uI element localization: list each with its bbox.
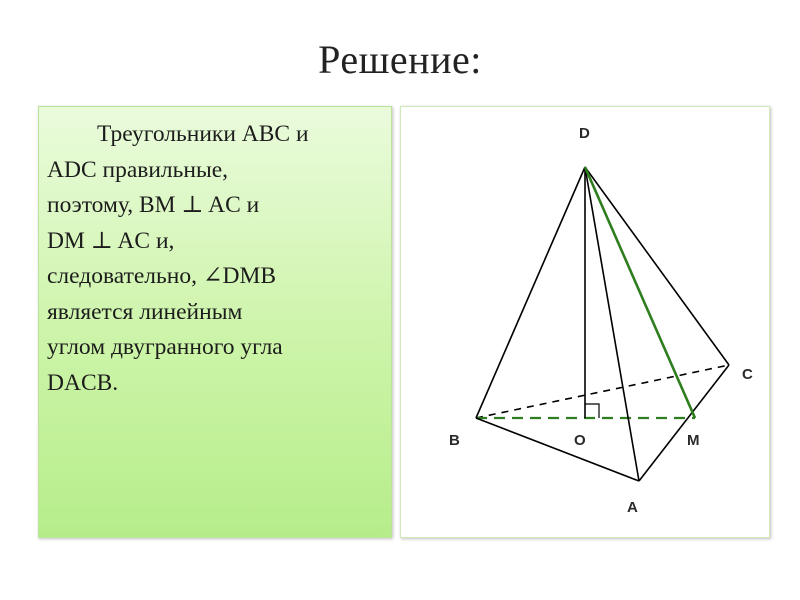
label-A: A bbox=[627, 499, 638, 516]
label-D: D bbox=[579, 125, 590, 142]
pyramid-diagram bbox=[401, 107, 771, 539]
explanation-line: ADC правильные, bbox=[47, 156, 229, 183]
label-C: C bbox=[742, 366, 753, 383]
explanation-text bbox=[47, 117, 387, 401]
explanation-line: DACB. bbox=[47, 369, 119, 396]
right-angle-mark bbox=[585, 404, 599, 418]
edge-DA bbox=[585, 167, 639, 481]
explanation-line: следовательно, ∠DMB bbox=[47, 263, 277, 289]
explanation-line: DM ⊥ AC и, bbox=[47, 227, 175, 254]
slide-title: Решение: bbox=[318, 37, 482, 82]
pyramid-figure-panel bbox=[400, 106, 770, 538]
edge-BA bbox=[476, 418, 639, 481]
segment-DM bbox=[585, 167, 695, 418]
explanation-line: поэтому, BM ⊥ AC и bbox=[47, 192, 260, 218]
explanation-line: является линейным bbox=[47, 298, 243, 325]
explanation-panel bbox=[38, 106, 392, 538]
edge-DB bbox=[476, 167, 585, 418]
edge-AC bbox=[639, 365, 729, 481]
explanation-line: Треугольники ABC и bbox=[97, 121, 309, 147]
label-O: O bbox=[574, 432, 586, 449]
edge-DC bbox=[585, 167, 729, 365]
explanation-line: углом двугранного угла bbox=[47, 334, 283, 360]
label-B: B bbox=[449, 432, 460, 449]
label-M: M bbox=[687, 432, 700, 449]
